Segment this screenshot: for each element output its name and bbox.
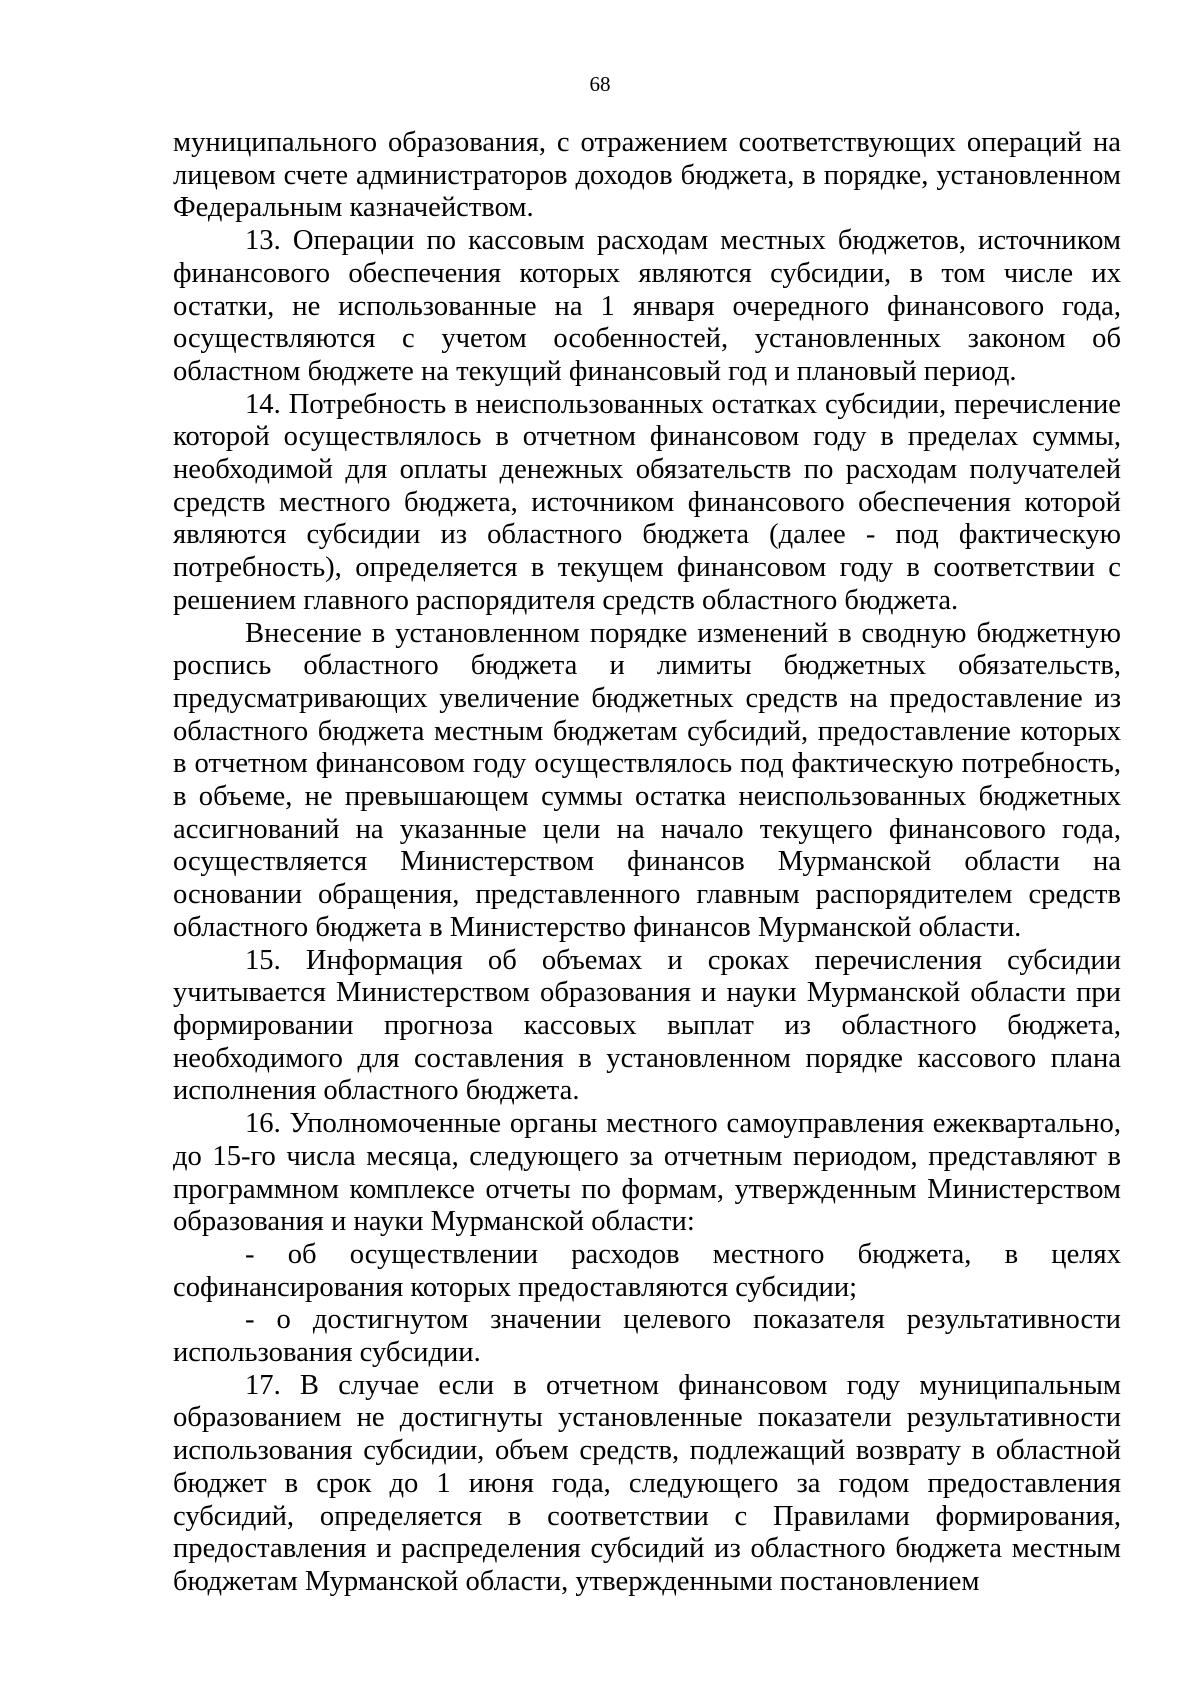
paragraph: Внесение в установленном порядке изменений в сводную бюджетную роспись областного бюджета и лимиты бюджетных обязательств, предусматривающих увеличение бюджетных средств на предоставление из областного бюджета местным бюджетам субсидий, предоставление которых в отчетном финансовом году осуществлялось под фактическую потребность, в объеме, не превышающем суммы остатка неиспользованных бюджетных ассигнований на указанные цели на начало текущего финансового года, осуществляется Министерством финансов Мурманской области на основании обращения, представленного главным распорядителем средств областного бюджета в Министерство финансов Мурманской области. — [173, 617, 1121, 943]
paragraph: 16. Уполномоченные органы местного самоуправления ежеквартально, до 15-го числа месяца, следующего за отчетным периодом, представляют в программном комплексе отчеты по формам, утвержденным Министерством образования и науки Мурманской области: — [173, 1108, 1121, 1238]
paragraph: - о достигнутом значении целевого показателя результативности использования субсидии. — [173, 1304, 1121, 1369]
paragraph: 14. Потребность в неиспользованных остатках субсидии, перечисление которой осуществлялось в отчетном финансовом году в пределах суммы, необходимой для оплаты денежных обязательств по расходам получателей средств местного бюджета, источником финансового обеспечения которой являются субсидии из областного бюджета (далее - под фактическую потребность), определяется в текущем финансовом году в соответствии с решением главного распорядителя средств областного бюджета. — [173, 388, 1121, 616]
page-number: 68 — [589, 72, 611, 96]
paragraph: муниципального образования, с отражением соответствующих операций на лицевом счете администраторов доходов бюджета, в порядке, установленном Федеральным казначейством. — [173, 127, 1121, 224]
paragraph: - об осуществлении расходов местного бюджета, в целях софинансирования которых предоставляются субсидии; — [173, 1238, 1121, 1303]
document-body — [173, 127, 1121, 1599]
paragraph: 15. Информация об объемах и сроках перечисления субсидии учитывается Министерством образования и науки Мурманской области при формировании прогноза кассовых выплат из областного бюджета, необходимого для составления в установленном порядке кассового плана исполнения областного бюджета. — [173, 944, 1121, 1107]
paragraph: 13. Операции по кассовым расходам местных бюджетов, источником финансового обеспечения которых являются субсидии, в том числе их остатки, не использованные на 1 января очередного финансового года, осуществляются с учетом особенностей, установленных законом об областном бюджете на текущий финансовый год и плановый период. — [173, 225, 1121, 387]
paragraph: 17. В случае если в отчетном финансовом году муниципальным образованием не достигнуты установленные показатели результативности использования субсидии, объем средств, подлежащий возврату в областной бюджет в срок до 1 июня года, следующего за годом предоставления субсидий, определяется в соответствии с Правилами формирования, предоставления и распределения субсидий из областного бюджета местным бюджетам Мурманской области, утвержденными постановлением — [173, 1369, 1121, 1597]
